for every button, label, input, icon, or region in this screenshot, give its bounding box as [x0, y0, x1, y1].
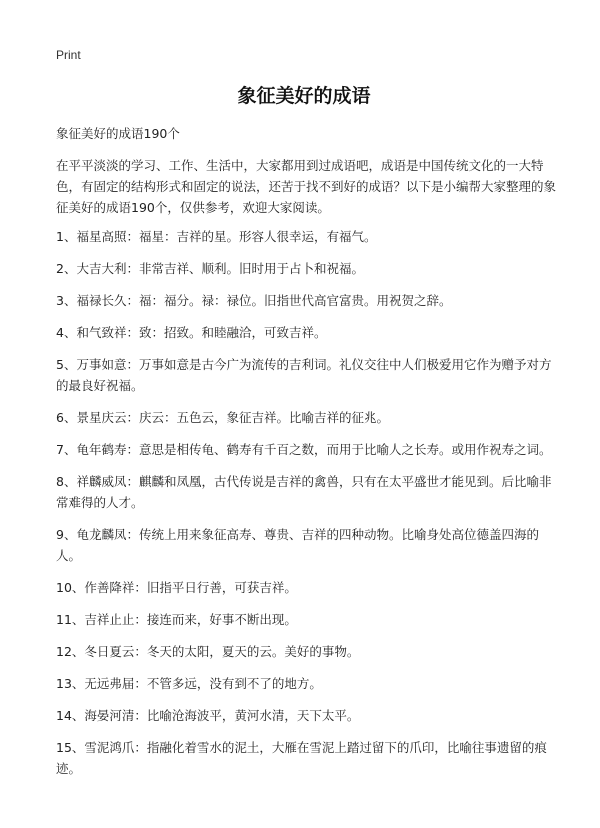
- print-link[interactable]: Print: [56, 48, 81, 62]
- idiom-entry: 14、海晏河清：比喻沧海波平，黄河水清，天下太平。: [56, 708, 360, 723]
- page-subtitle: 象征美好的成语190个: [56, 126, 180, 141]
- idiom-entry: 12、冬日夏云：冬天的太阳，夏天的云。美好的事物。: [56, 644, 360, 659]
- idiom-entry: 7、龟年鹤寿：意思是相传龟、鹤寿有千百之数，而用于比喻人之长寿。或用作祝寿之词。: [56, 442, 552, 457]
- idiom-entry: 3、福禄长久：福：福分。禄：禄位。旧指世代高官富贵。用祝贺之辞。: [56, 293, 452, 308]
- idiom-entry: 10、作善降祥：旧指平日行善，可获吉祥。: [56, 580, 297, 595]
- idiom-entry: 13、无远弗届：不管多远，没有到不了的地方。: [56, 676, 322, 691]
- idiom-entry: 1、福星高照：福星：吉祥的星。形容人很幸运，有福气。: [56, 229, 377, 244]
- page-title: 象征美好的成语: [237, 85, 371, 107]
- idiom-list: [56, 226, 556, 779]
- idiom-entry: 11、吉祥止止：接连而来，好事不断出现。: [56, 612, 297, 627]
- idiom-entry: 9、龟龙麟凤：传统上用来象征高寿、尊贵、吉祥的四种动物。比喻身处高位德盖四海的人。: [56, 527, 539, 563]
- idiom-entry: 8、祥麟威凤：麒麟和凤凰，古代传说是吉祥的禽兽，只有在太平盛世才能见到。后比喻非常难得的人才。: [56, 474, 552, 510]
- idiom-entry: 15、雪泥鸿爪：指融化着雪水的泥土，大雁在雪泥上踏过留下的爪印，比喻往事遗留的痕迹。: [56, 740, 547, 776]
- idiom-entry: 5、万事如意：万事如意是古今广为流传的吉利词。礼仪交往中人们极爱用它作为赠予对方的最良好祝福。: [56, 357, 552, 393]
- idiom-entry: 4、和气致祥：致：招致。和睦融洽，可致吉祥。: [56, 325, 327, 340]
- intro-paragraph: 在平平淡淡的学习、工作、生活中，大家都用到过成语吧，成语是中国传统文化的一大特色，有固定的结构形式和固定的说法，还苦于找不到好的成语？以下是小编帮大家整理的象征美好的成语190个，仅供参考，欢迎大家阅读。: [56, 158, 557, 215]
- idiom-entry: 6、景星庆云：庆云：五色云，象征吉祥。比喻吉祥的征兆。: [56, 410, 389, 425]
- idiom-entry: 2、大吉大利：非常吉祥、顺利。旧时用于占卜和祝福。: [56, 261, 364, 276]
